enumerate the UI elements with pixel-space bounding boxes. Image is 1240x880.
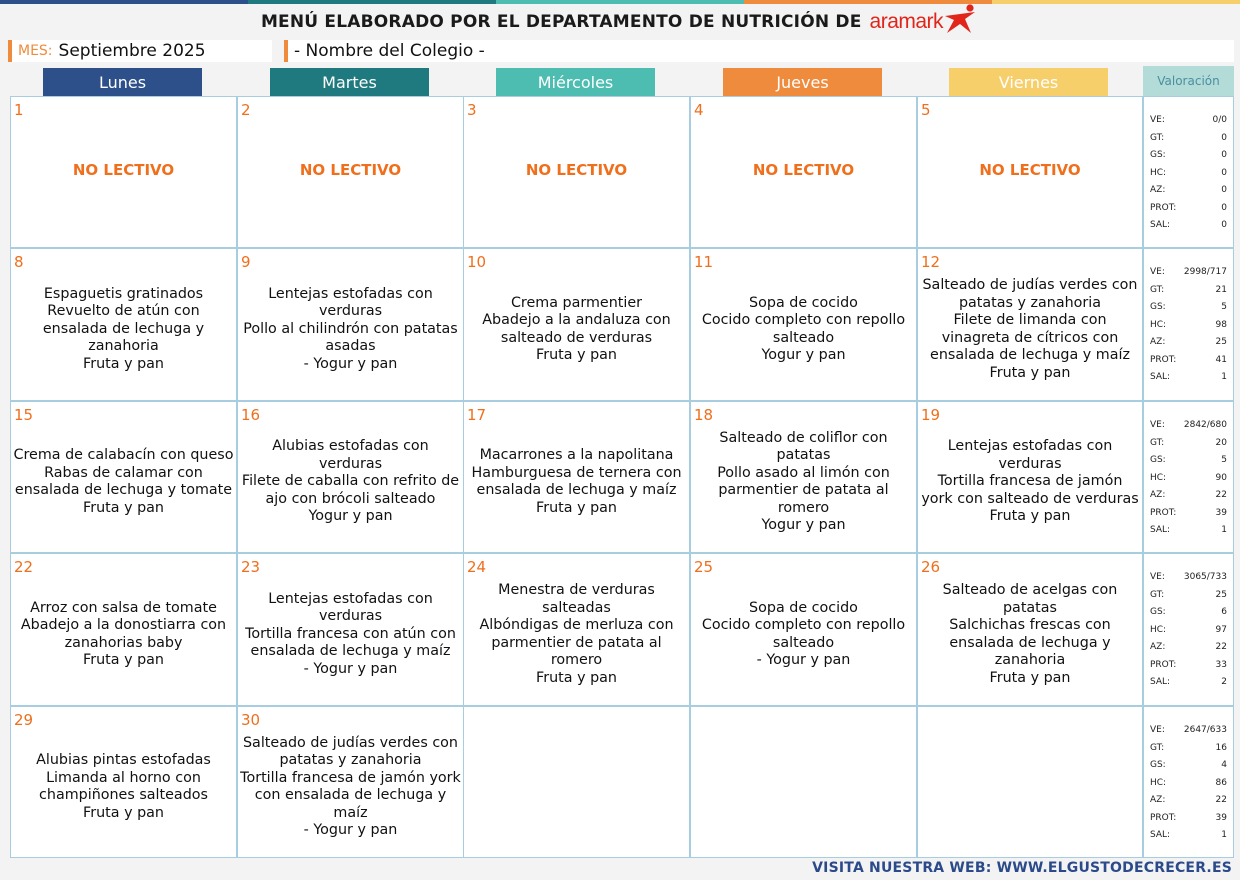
nutrient-value: 1	[1221, 372, 1227, 382]
menu-items	[466, 249, 687, 400]
valoracion-row	[1150, 166, 1227, 184]
valoracion-row	[1150, 523, 1227, 541]
nutrient-label: PROT:	[1150, 202, 1177, 213]
nutrient-label: VE:	[1150, 725, 1165, 735]
top-color-bar	[0, 0, 1240, 4]
nutrient-label: HC:	[1150, 472, 1167, 483]
menu-dish: Salteado de judías verdes con patatas y zanahoria	[242, 734, 458, 768]
nutrient-label: PROT:	[1150, 659, 1177, 670]
nutrient-value: 3065/733	[1183, 572, 1227, 582]
day-number: 10	[467, 253, 487, 271]
nutrient-label: PROT:	[1150, 507, 1177, 518]
menu-dish: Crema parmentier	[510, 294, 643, 311]
day-cell	[690, 96, 917, 248]
valoracion-row	[1150, 453, 1227, 471]
nutrient-value: 0	[1221, 150, 1227, 160]
nutrient-value: 86	[1215, 777, 1227, 788]
day-cell	[690, 553, 917, 706]
valoracion-row	[1150, 265, 1227, 283]
valoracion-cell	[1143, 401, 1234, 553]
menu-dish: Albóndigas de merluza con parmentier de patata al romero	[479, 617, 674, 668]
menu-dish: Sopa de cocido	[749, 294, 858, 311]
nutrient-label: GT:	[1150, 132, 1165, 143]
nutrient-value: 22	[1215, 490, 1227, 500]
day-number: 17	[467, 406, 487, 424]
menu-dish: Crema de calabacín con queso	[13, 447, 234, 463]
no-lectivo-label: NO LECTIVO	[299, 161, 402, 179]
day-cell	[237, 553, 464, 706]
day-cell	[463, 401, 690, 553]
day-number: 1	[14, 101, 24, 119]
nutrient-label: HC:	[1150, 167, 1167, 178]
page-title: MENÚ ELABORADO POR EL DEPARTAMENTO DE NUTRICIÓN DE	[260, 12, 862, 32]
day-cell	[237, 248, 464, 401]
month-value: Septiembre 2025	[58, 41, 206, 61]
menu-dish: Cocido completo con repollo salteado	[701, 617, 906, 651]
valoracion-cell	[1143, 248, 1234, 401]
valoracion-row	[1150, 471, 1227, 489]
menu-items	[466, 402, 687, 552]
menu-dish: Cocido completo con repollo salteado	[701, 312, 906, 346]
valoracion-row	[1150, 436, 1227, 454]
nutrient-label: GS:	[1150, 455, 1166, 465]
day-cell	[917, 248, 1143, 401]
valoracion-row	[1150, 758, 1227, 776]
nutrient-label: AZ:	[1150, 185, 1166, 195]
nutrient-label: GS:	[1150, 302, 1166, 312]
menu-dish: - Yogur y pan	[303, 822, 398, 838]
menu-dish: Tortilla francesa de jamón york con ensalada de lechuga y maíz	[240, 769, 461, 821]
nutrient-value: 97	[1215, 624, 1227, 635]
valoracion-row	[1150, 658, 1227, 676]
menu-items	[13, 402, 234, 552]
header-miercoles: Miércoles	[496, 68, 655, 96]
menu-items	[920, 554, 1140, 705]
day-cell	[10, 401, 237, 553]
valoracion-row	[1150, 418, 1227, 436]
header-lunes: Lunes	[43, 68, 202, 96]
menu-dish: Pollo al chilindrón con patatas asadas	[243, 320, 458, 355]
day-cell	[690, 248, 917, 401]
day-cell	[10, 553, 237, 706]
day-number: 16	[241, 406, 261, 424]
nutrient-label: GT:	[1150, 589, 1165, 600]
day-cell	[917, 706, 1143, 858]
valoracion-row	[1150, 605, 1227, 623]
nutrient-label: AZ:	[1150, 490, 1166, 500]
nutrient-label: GS:	[1150, 760, 1166, 770]
menu-dish: Revuelto de atún con ensalada de lechuga y zanahoria	[42, 303, 205, 355]
day-number: 11	[694, 253, 714, 271]
valoracion-row	[1150, 811, 1227, 829]
day-cell	[917, 553, 1143, 706]
valoracion-row	[1150, 113, 1227, 131]
nutrient-value: 0	[1221, 220, 1227, 230]
nutrient-label: AZ:	[1150, 337, 1166, 347]
nutrient-value: 2	[1221, 677, 1227, 687]
menu-dish: Rabas de calamar con ensalada de lechuga y tomate	[14, 464, 233, 498]
day-number: 30	[241, 711, 261, 729]
day-cell	[463, 96, 690, 248]
no-lectivo-label: NO LECTIVO	[752, 161, 855, 179]
menu-dish: Lentejas estofadas con verduras	[268, 590, 433, 625]
day-number: 23	[241, 558, 261, 576]
day-number: 4	[694, 101, 704, 119]
day-cell	[10, 706, 237, 858]
menu-items	[466, 554, 687, 705]
valoracion-row	[1150, 741, 1227, 759]
valoracion-row	[1150, 723, 1227, 741]
valoracion-cell	[1143, 706, 1234, 858]
nutrient-label: GS:	[1150, 607, 1166, 617]
nutrient-value: 4	[1221, 760, 1227, 770]
menu-dish: Fruta y pan	[536, 669, 617, 686]
title-row	[0, 6, 1240, 38]
valoracion-cell	[1143, 553, 1234, 706]
nutrient-value: 0/0	[1212, 115, 1227, 125]
menu-dish: Salteado de judías verdes con patatas y zanahoria	[922, 277, 1138, 311]
menu-dish: Arroz con salsa de tomate	[30, 599, 217, 616]
menu-dish: Espaguetis gratinados	[43, 285, 204, 302]
menu-dish: Fruta y pan	[989, 669, 1071, 686]
menu-dish: Alubias estofadas con verduras	[272, 438, 429, 472]
nutrient-value: 2842/680	[1183, 420, 1227, 430]
menu-dish: Yogur y pan	[761, 347, 846, 363]
menu-dish: Pollo asado al limón con parmentier de patata al romero	[717, 464, 890, 516]
nutrient-value: 39	[1215, 812, 1227, 823]
day-cell	[10, 96, 237, 248]
menu-dish: Limanda al horno con champiñones salteados	[39, 769, 208, 803]
menu-dish: Yogur y pan	[308, 508, 393, 525]
nutrient-value: 22	[1215, 795, 1227, 805]
nutrient-value: 39	[1215, 507, 1227, 518]
day-cell	[237, 401, 464, 553]
month-field	[8, 40, 272, 62]
menu-dish: Hamburguesa de ternera con ensalada de lechuga y maíz	[471, 464, 682, 498]
valoracion-row	[1150, 131, 1227, 149]
menu-dish: Macarrones a la napolitana	[479, 447, 674, 463]
valoracion-row	[1150, 793, 1227, 811]
menu-dish: Salteado de coliflor con patatas	[719, 429, 888, 463]
menu-dish: Filete de caballa con refrito de ajo con brócoli salteado	[241, 473, 460, 507]
header-valoracion: Valoración	[1143, 66, 1234, 96]
menu-dish: Salchichas frescas con ensalada de lechuga y zanahoria	[949, 617, 1111, 668]
header-martes: Martes	[270, 68, 429, 96]
nutrient-label: PROT:	[1150, 812, 1177, 823]
nutrient-value: 33	[1215, 659, 1227, 670]
day-number: 5	[921, 101, 931, 119]
nutrient-label: GT:	[1150, 284, 1165, 295]
valoracion-row	[1150, 640, 1227, 658]
star-person-icon	[941, 3, 979, 35]
nutrient-value: 25	[1215, 337, 1227, 347]
header-jueves: Jueves	[723, 68, 882, 96]
valoracion-row	[1150, 335, 1227, 353]
website-footer: VISITA NUESTRA WEB: WWW.ELGUSTODECRECER.ES	[812, 860, 1232, 876]
valoracion-row	[1150, 488, 1227, 506]
day-cell	[690, 706, 917, 858]
menu-dish: Fruta y pan	[83, 804, 164, 821]
day-cell	[237, 96, 464, 248]
header-viernes: Viernes	[949, 68, 1108, 96]
nutrient-value: 5	[1221, 302, 1227, 312]
menu-items	[693, 249, 914, 400]
day-number: 25	[694, 558, 714, 576]
nutrient-value: 90	[1215, 472, 1227, 483]
menu-items	[240, 554, 461, 705]
day-number: 2	[241, 101, 251, 119]
valoracion-row	[1150, 588, 1227, 606]
nutrient-label: VE:	[1150, 115, 1165, 125]
menu-dish: Yogur y pan	[761, 517, 846, 533]
menu-dish: Fruta y pan	[536, 499, 617, 516]
valoracion-row	[1150, 675, 1227, 693]
menu-items	[920, 402, 1140, 552]
nutrient-value: 21	[1215, 284, 1227, 295]
menu-dish: Fruta y pan	[83, 499, 164, 516]
day-cell	[917, 96, 1143, 248]
nutrient-label: AZ:	[1150, 642, 1166, 652]
day-number: 12	[921, 253, 941, 271]
day-cell	[237, 706, 464, 858]
valoracion-row	[1150, 506, 1227, 524]
menu-dish: Tortilla francesa con atún con ensalada de lechuga y maíz	[245, 625, 456, 660]
menu-dish: Fruta y pan	[989, 364, 1071, 381]
nutrient-label: SAL:	[1150, 372, 1171, 382]
nutrient-label: GT:	[1150, 742, 1165, 753]
school-field	[284, 40, 1234, 62]
day-number: 24	[467, 558, 487, 576]
day-number: 22	[14, 558, 34, 576]
day-cell	[10, 248, 237, 401]
nutrient-label: GT:	[1150, 437, 1165, 448]
day-number: 3	[467, 101, 477, 119]
menu-dish: Menestra de verduras salteadas	[498, 582, 655, 616]
valoracion-row	[1150, 776, 1227, 794]
day-number: 18	[694, 406, 714, 424]
nutrient-value: 0	[1221, 167, 1227, 178]
nutrient-value: 1	[1221, 525, 1227, 535]
aramark-logo	[870, 9, 980, 35]
day-number: 29	[14, 711, 34, 729]
nutrient-value: 6	[1221, 607, 1227, 617]
nutrient-label: SAL:	[1150, 830, 1171, 840]
day-number: 26	[921, 558, 941, 576]
valoracion-row	[1150, 300, 1227, 318]
no-lectivo-label: NO LECTIVO	[72, 161, 175, 179]
valoracion-row	[1150, 828, 1227, 846]
day-number: 8	[14, 253, 24, 271]
school-name: - Nombre del Colegio -	[294, 41, 485, 61]
nutrient-label: PROT:	[1150, 354, 1177, 365]
menu-dish: Sopa de cocido	[749, 599, 858, 616]
menu-dish: Lentejas estofadas con verduras	[947, 438, 1113, 472]
nutrient-value: 98	[1215, 319, 1227, 330]
menu-items	[693, 554, 914, 705]
menu-dish: Abadejo a la donostiarra con zanahorias baby	[20, 617, 227, 651]
day-cell	[463, 706, 690, 858]
day-cell	[690, 401, 917, 553]
nutrient-value: 2998/717	[1183, 267, 1227, 277]
valoracion-row	[1150, 218, 1227, 236]
menu-items	[240, 249, 461, 400]
nutrient-label: VE:	[1150, 267, 1165, 277]
nutrient-label: HC:	[1150, 777, 1167, 788]
menu-dish: Fruta y pan	[83, 652, 164, 668]
valoracion-cell	[1143, 96, 1234, 248]
valoracion-row	[1150, 370, 1227, 388]
nutrient-value: 16	[1215, 742, 1227, 753]
nutrient-value: 0	[1221, 185, 1227, 195]
day-cell	[917, 401, 1143, 553]
day-number: 9	[241, 253, 251, 271]
nutrient-value: 20	[1215, 437, 1227, 448]
menu-dish: Abadejo a la andaluza con salteado de verduras	[482, 312, 671, 346]
nutrient-value: 2647/633	[1183, 725, 1227, 735]
nutrient-label: SAL:	[1150, 220, 1171, 230]
nutrient-value: 25	[1215, 589, 1227, 600]
day-number: 19	[921, 406, 941, 424]
menu-dish: - Yogur y pan	[303, 355, 398, 372]
month-label: MES:	[18, 43, 53, 59]
valoracion-row	[1150, 201, 1227, 219]
nutrient-label: SAL:	[1150, 677, 1171, 687]
menu-items	[13, 707, 234, 857]
menu-dish: Fruta y pan	[989, 508, 1071, 525]
day-cell	[463, 553, 690, 706]
menu-dish: Tortilla francesa de jamón york con salteado de verduras	[921, 473, 1139, 507]
menu-items	[920, 249, 1140, 400]
menu-dish: Fruta y pan	[83, 355, 164, 372]
valoracion-row	[1150, 318, 1227, 336]
nutrient-label: AZ:	[1150, 795, 1166, 805]
menu-dish: Alubias pintas estofadas	[36, 752, 211, 768]
nutrient-value: 5	[1221, 455, 1227, 465]
menu-dish: - Yogur y pan	[303, 660, 398, 677]
menu-items	[13, 554, 234, 705]
menu-calendar-grid	[10, 96, 1234, 858]
no-lectivo-label: NO LECTIVO	[979, 161, 1081, 179]
menu-dish: - Yogur y pan	[756, 652, 851, 668]
nutrient-label: VE:	[1150, 420, 1165, 430]
valoracion-row	[1150, 183, 1227, 201]
nutrient-value: 41	[1215, 354, 1227, 365]
menu-items	[240, 707, 461, 857]
logo-text: aramark	[869, 10, 944, 33]
menu-dish: Lentejas estofadas con verduras	[268, 285, 433, 320]
nutrient-label: SAL:	[1150, 525, 1171, 535]
valoracion-row	[1150, 570, 1227, 588]
nutrient-value: 1	[1221, 830, 1227, 840]
no-lectivo-label: NO LECTIVO	[525, 161, 628, 179]
valoracion-row	[1150, 283, 1227, 301]
menu-items	[240, 402, 461, 552]
nutrient-label: HC:	[1150, 624, 1167, 635]
valoracion-row	[1150, 148, 1227, 166]
nutrient-label: GS:	[1150, 150, 1166, 160]
day-number: 15	[14, 406, 34, 424]
nutrient-value: 22	[1215, 642, 1227, 652]
menu-dish: Filete de limanda con vinagreta de cítricos con ensalada de lechuga y maíz	[930, 312, 1130, 363]
menu-dish: Fruta y pan	[536, 347, 617, 363]
menu-items	[693, 402, 914, 552]
nutrient-value: 0	[1221, 132, 1227, 143]
menu-dish: Salteado de acelgas con patatas	[942, 582, 1118, 616]
valoracion-row	[1150, 353, 1227, 371]
nutrient-value: 0	[1221, 202, 1227, 213]
menu-items	[13, 249, 234, 400]
day-cell	[463, 248, 690, 401]
valoracion-row	[1150, 623, 1227, 641]
nutrient-label: VE:	[1150, 572, 1165, 582]
nutrient-label: HC:	[1150, 319, 1167, 330]
